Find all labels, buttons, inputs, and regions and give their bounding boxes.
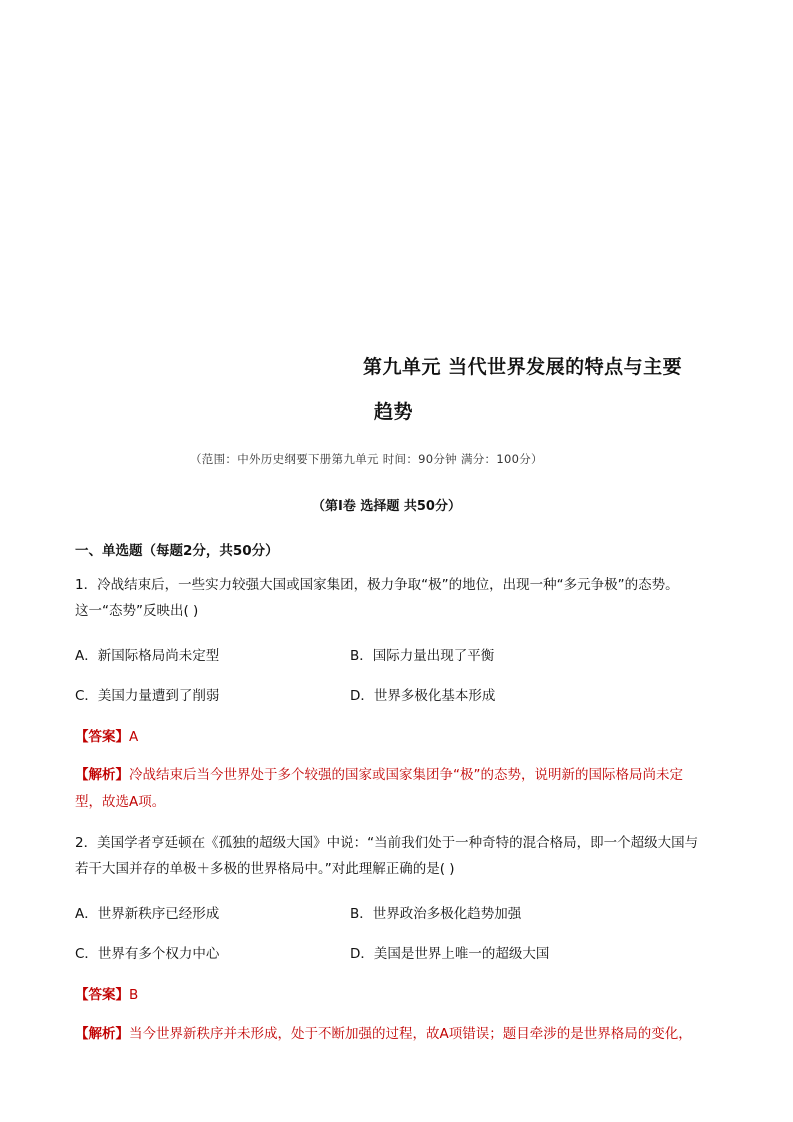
question-2-stem-line2: 若干大国并存的单极＋多极的世界格局中。”对此理解正确的是( ) (75, 861, 455, 877)
answer-tag: 【答案】 (75, 987, 129, 1003)
answer-value: B (129, 987, 139, 1003)
question-1-explanation-line2: 型，故选A项。 (75, 794, 166, 810)
question-2-stem-line1: 2．美国学者亨廷顿在《孤独的超级大国》中说：“当前我们处于一种奇特的混合格局，即一个超级大国与 (75, 835, 699, 851)
question-1-stem-line2: 这一“态势”反映出( ) (75, 603, 199, 619)
question-2-answer (75, 983, 138, 1003)
page-title-line2: 趋势 (374, 401, 414, 423)
question-2-option-b: B．世界政治多极化趋势加强 (350, 906, 522, 922)
explanation-text: 冷战结束后当今世界处于多个较强的国家或国家集团争“极”的态势，说明新的国际格局尚未定 (129, 767, 683, 783)
page-title-line1: 第九单元 当代世界发展的特点与主要 (363, 356, 683, 378)
question-2-option-a: A．世界新秩序已经形成 (75, 906, 220, 922)
explain-tag: 【解析】 (75, 767, 129, 783)
answer-value: A (129, 729, 139, 745)
question-1-answer (75, 725, 138, 745)
explain-tag: 【解析】 (75, 1026, 129, 1042)
question-1-option-b: B．国际力量出现了平衡 (350, 648, 495, 664)
question-2-explanation-line1 (75, 1021, 692, 1048)
question-1-option-d: D．世界多极化基本形成 (350, 688, 496, 704)
question-2-option-d: D．美国是世界上唯一的超级大国 (350, 946, 550, 962)
question-1-stem-line1: 1．冷战结束后，一些实力较强大国或国家集团，极力争取“极”的地位，出现一种“多元争极”的态势。 (75, 577, 679, 593)
question-2-option-c: C．世界有多个权力中心 (75, 946, 220, 962)
question-1-option-a: A．新国际格局尚未定型 (75, 648, 220, 664)
exam-scope: （范围：中外历史纲要下册第九单元 时间：90分钟 满分：100分） (190, 452, 543, 466)
answer-tag: 【答案】 (75, 729, 129, 745)
explanation-text: 当今世界新秩序并未形成，处于不断加强的过程，故A项错误；题目牵涉的是世界格局的变化， (129, 1026, 692, 1042)
question-1-option-c: C．美国力量遭到了削弱 (75, 688, 220, 704)
volume-heading: （第Ⅰ卷 选择题 共50分） (312, 499, 461, 514)
question-1-explanation-line1 (75, 762, 683, 789)
section-heading: 一、单选题（每题2分，共50分） (75, 543, 279, 559)
